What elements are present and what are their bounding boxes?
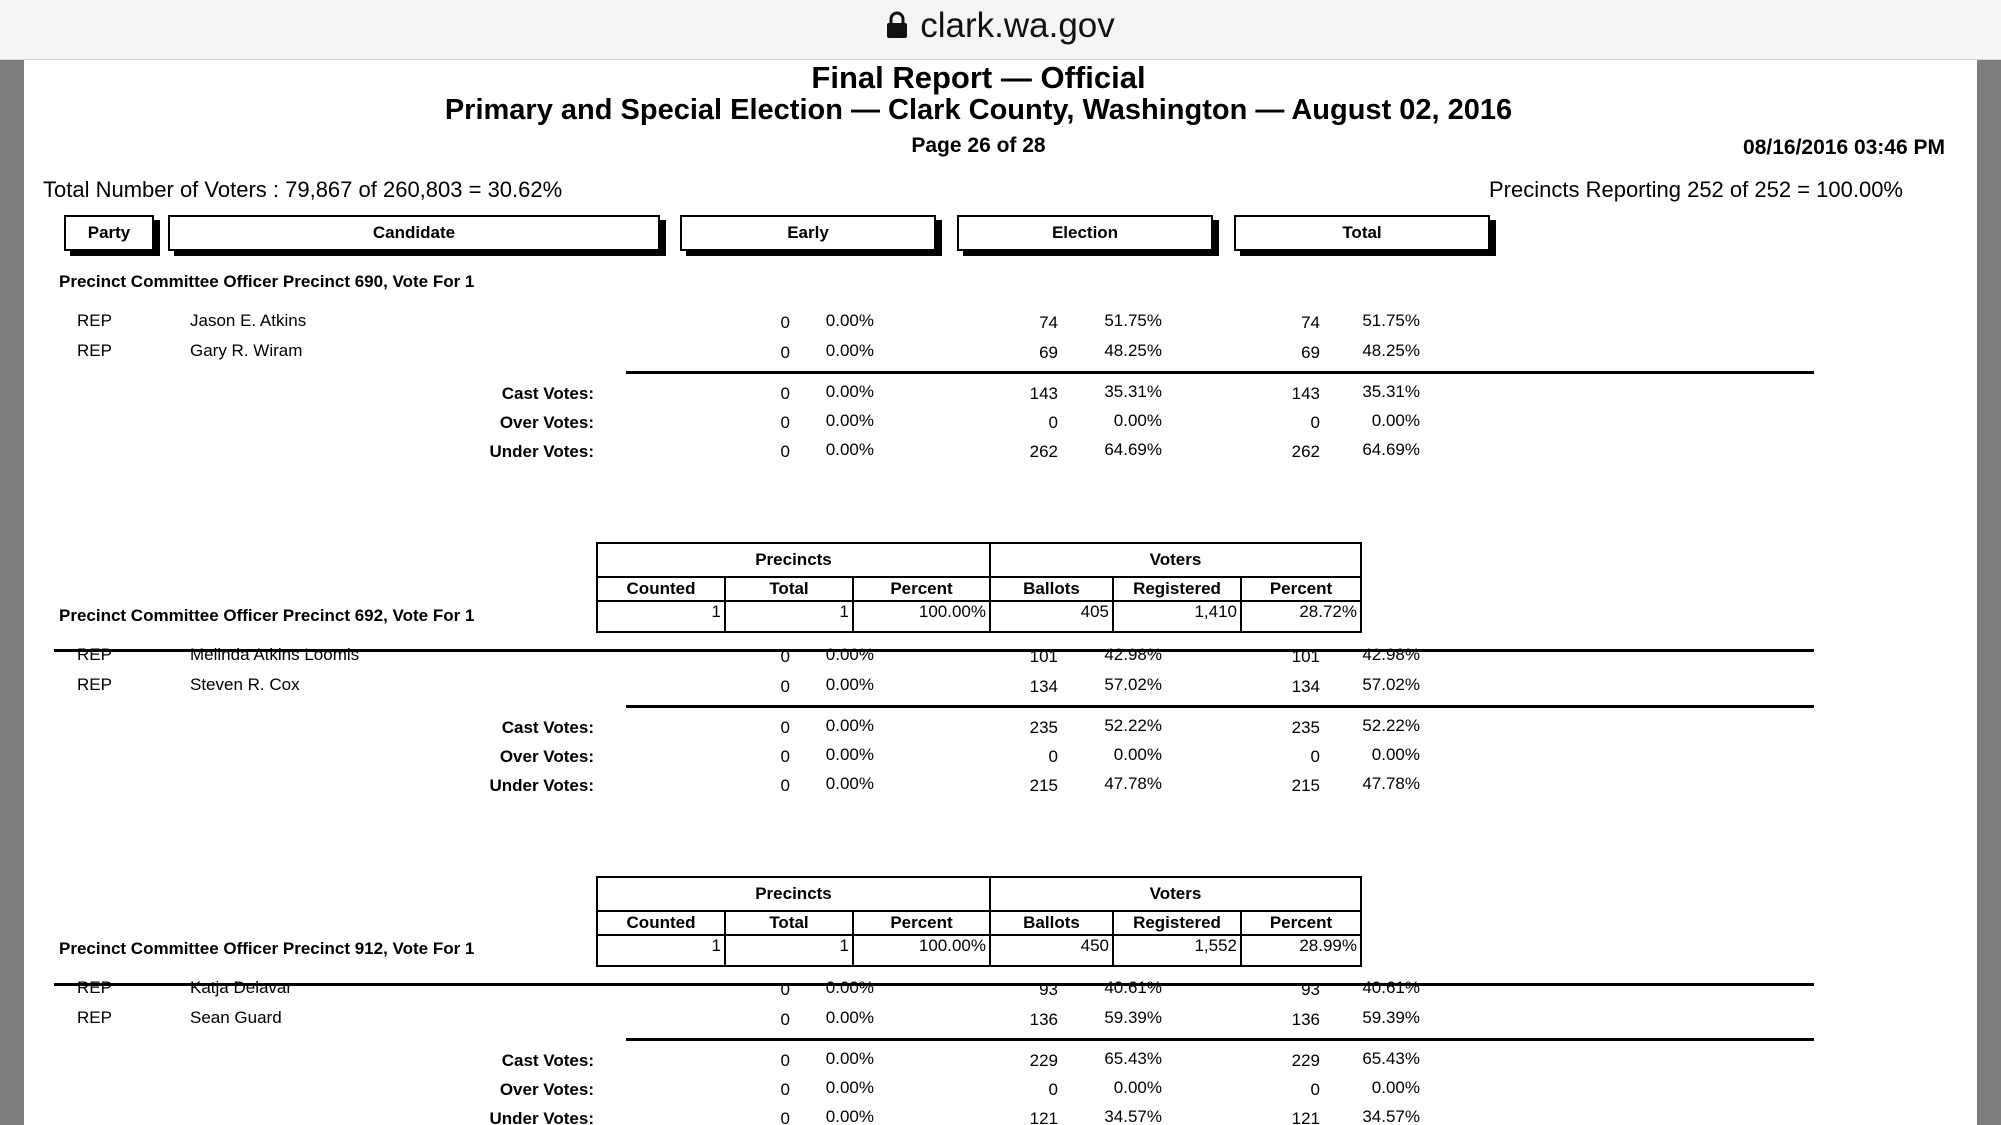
election-percent: 59.39% bbox=[1104, 1008, 1162, 1027]
election-votes: 229 bbox=[1029, 1051, 1058, 1070]
precincts-reporting: Precincts Reporting 252 of 252 = 100.00% bbox=[1489, 177, 1903, 202]
early-percent: 0.00% bbox=[825, 774, 874, 793]
candidate-name: Steven R. Cox bbox=[190, 675, 300, 694]
early-percent: 0.00% bbox=[825, 1107, 874, 1125]
total-votes: 134 bbox=[1291, 677, 1320, 696]
cast-votes-label: Cast Votes: bbox=[501, 384, 594, 403]
early-votes: 0 bbox=[780, 1010, 790, 1029]
election-votes: 121 bbox=[1029, 1109, 1058, 1125]
under-votes-label: Under Votes: bbox=[489, 1109, 594, 1125]
over-votes-label: Over Votes: bbox=[499, 1080, 594, 1099]
election-votes: 69 bbox=[1039, 343, 1058, 362]
voter-percent-heading: Percent bbox=[1241, 911, 1361, 935]
race-title: Precinct Committee Officer Precinct 912, Vote For 1 bbox=[59, 939, 475, 958]
total-votes: 136 bbox=[1291, 1010, 1320, 1029]
report-timestamp: 08/16/2016 03:46 PM bbox=[1743, 136, 1945, 159]
lock-icon bbox=[886, 11, 908, 39]
total-percent: 34.57% bbox=[1362, 1107, 1420, 1125]
election-percent: 47.78% bbox=[1104, 774, 1162, 793]
total-votes: 215 bbox=[1291, 776, 1320, 795]
header-total: Total bbox=[1234, 215, 1490, 251]
total-votes: 69 bbox=[1301, 343, 1320, 362]
subtotal-rule bbox=[626, 1038, 1814, 1041]
precincts-heading: Precincts bbox=[597, 877, 990, 911]
election-votes: 74 bbox=[1039, 313, 1058, 332]
header-early: Early bbox=[680, 215, 936, 251]
total-votes: 0 bbox=[1310, 747, 1320, 766]
total-votes: 143 bbox=[1291, 384, 1320, 403]
early-votes: 0 bbox=[780, 1109, 790, 1125]
early-percent: 0.00% bbox=[825, 311, 874, 330]
early-percent: 0.00% bbox=[825, 341, 874, 360]
total-votes: 262 bbox=[1291, 442, 1320, 461]
voter-turnout-percent: 28.72% bbox=[1241, 601, 1361, 632]
early-votes: 0 bbox=[780, 1051, 790, 1070]
registered-heading: Registered bbox=[1113, 577, 1241, 601]
counted-heading: Counted bbox=[597, 911, 725, 935]
candidate-name: Melinda Atkins Loomis bbox=[190, 645, 360, 664]
early-percent: 0.00% bbox=[825, 1049, 874, 1068]
early-votes: 0 bbox=[780, 677, 790, 696]
registered-voters: 1,410 bbox=[1113, 601, 1241, 632]
race-title: Precinct Committee Officer Precinct 692, Vote For 1 bbox=[59, 606, 475, 625]
total-votes: 101 bbox=[1291, 647, 1320, 666]
candidate-party: REP bbox=[77, 645, 112, 664]
cast-votes-label: Cast Votes: bbox=[501, 1051, 594, 1070]
header-candidate: Candidate bbox=[168, 215, 660, 251]
total-percent: 0.00% bbox=[1371, 411, 1420, 430]
percent-heading: Percent bbox=[853, 911, 990, 935]
election-votes: 0 bbox=[1048, 747, 1058, 766]
total-votes: 229 bbox=[1291, 1051, 1320, 1070]
total-votes: 93 bbox=[1301, 980, 1320, 999]
report-title: Final Report — Official bbox=[811, 60, 1146, 95]
ballots-cast: 405 bbox=[990, 601, 1113, 632]
page-number: Page 26 of 28 bbox=[911, 134, 1046, 157]
precincts-counted: 1 bbox=[597, 601, 725, 632]
early-percent: 0.00% bbox=[825, 978, 874, 997]
total-percent: 65.43% bbox=[1362, 1049, 1420, 1068]
early-percent: 0.00% bbox=[825, 1078, 874, 1097]
early-votes: 0 bbox=[780, 980, 790, 999]
total-percent: 48.25% bbox=[1362, 341, 1420, 360]
voter-percent-heading: Percent bbox=[1241, 577, 1361, 601]
cast-votes-label: Cast Votes: bbox=[501, 718, 594, 737]
election-percent: 52.22% bbox=[1104, 716, 1162, 735]
candidate-party: REP bbox=[77, 311, 112, 330]
total-votes: 74 bbox=[1301, 313, 1320, 332]
registered-heading: Registered bbox=[1113, 911, 1241, 935]
election-percent: 51.75% bbox=[1104, 311, 1162, 330]
precincts-total: 1 bbox=[725, 935, 853, 966]
election-votes: 235 bbox=[1029, 718, 1058, 737]
early-percent: 0.00% bbox=[825, 411, 874, 430]
registered-voters: 1,552 bbox=[1113, 935, 1241, 966]
election-percent: 42.98% bbox=[1104, 645, 1162, 664]
voter-turnout-percent: 28.99% bbox=[1241, 935, 1361, 966]
total-votes: 121 bbox=[1291, 1109, 1320, 1125]
precinct-stats-table bbox=[596, 876, 1362, 967]
election-percent: 0.00% bbox=[1113, 745, 1162, 764]
candidate-name: Katja Delavar bbox=[190, 978, 293, 997]
election-percent: 57.02% bbox=[1104, 675, 1162, 694]
percent-heading: Percent bbox=[853, 577, 990, 601]
precincts-percent: 100.00% bbox=[853, 601, 990, 632]
election-votes: 93 bbox=[1039, 980, 1058, 999]
early-percent: 0.00% bbox=[825, 440, 874, 459]
election-percent: 0.00% bbox=[1113, 1078, 1162, 1097]
total-percent: 35.31% bbox=[1362, 382, 1420, 401]
precincts-total: 1 bbox=[725, 601, 853, 632]
early-votes: 0 bbox=[780, 413, 790, 432]
counted-heading: Counted bbox=[597, 577, 725, 601]
under-votes-label: Under Votes: bbox=[489, 442, 594, 461]
ballots-heading: Ballots bbox=[990, 577, 1113, 601]
election-votes: 0 bbox=[1048, 413, 1058, 432]
header-election: Election bbox=[957, 215, 1213, 251]
candidate-party: REP bbox=[77, 341, 112, 360]
total-voters: Total Number of Voters : 79,867 of 260,803 = 30.62% bbox=[43, 177, 563, 202]
election-votes: 215 bbox=[1029, 776, 1058, 795]
early-votes: 0 bbox=[780, 776, 790, 795]
precincts-percent: 100.00% bbox=[853, 935, 990, 966]
candidate-party: REP bbox=[77, 1008, 112, 1027]
precincts-counted: 1 bbox=[597, 935, 725, 966]
url-text: clark.wa.gov bbox=[920, 6, 1115, 45]
over-votes-label: Over Votes: bbox=[499, 413, 594, 432]
election-percent: 48.25% bbox=[1104, 341, 1162, 360]
election-votes: 0 bbox=[1048, 1080, 1058, 1099]
total-percent: 0.00% bbox=[1371, 745, 1420, 764]
early-percent: 0.00% bbox=[825, 645, 874, 664]
early-percent: 0.00% bbox=[825, 745, 874, 764]
total-percent: 51.75% bbox=[1362, 311, 1420, 330]
election-votes: 134 bbox=[1029, 677, 1058, 696]
ballots-cast: 450 bbox=[990, 935, 1113, 966]
total-percent: 0.00% bbox=[1371, 1078, 1420, 1097]
early-votes: 0 bbox=[780, 384, 790, 403]
section-divider bbox=[54, 983, 1814, 986]
report-page bbox=[24, 60, 1977, 1125]
early-percent: 0.00% bbox=[825, 1008, 874, 1027]
election-percent: 64.69% bbox=[1104, 440, 1162, 459]
candidate-name: Sean Guard bbox=[190, 1008, 282, 1027]
report-subtitle: Primary and Special Election — Clark County, Washington — August 02, 2016 bbox=[444, 94, 1513, 126]
total-percent: 52.22% bbox=[1362, 716, 1420, 735]
candidate-name: Jason E. Atkins bbox=[190, 311, 307, 330]
early-votes: 0 bbox=[780, 747, 790, 766]
candidate-party: REP bbox=[77, 675, 112, 694]
precinct-stats-table bbox=[596, 542, 1362, 633]
candidate-name: Gary R. Wiram bbox=[190, 341, 303, 360]
total-percent: 57.02% bbox=[1362, 675, 1420, 694]
early-votes: 0 bbox=[780, 313, 790, 332]
election-votes: 262 bbox=[1029, 442, 1058, 461]
total-percent: 47.78% bbox=[1362, 774, 1420, 793]
early-votes: 0 bbox=[780, 343, 790, 362]
election-percent: 34.57% bbox=[1104, 1107, 1162, 1125]
election-percent: 0.00% bbox=[1113, 411, 1162, 430]
total-votes: 235 bbox=[1291, 718, 1320, 737]
election-votes: 136 bbox=[1029, 1010, 1058, 1029]
election-percent: 65.43% bbox=[1104, 1049, 1162, 1068]
early-percent: 0.00% bbox=[825, 716, 874, 735]
voters-heading: Voters bbox=[990, 877, 1361, 911]
election-percent: 35.31% bbox=[1104, 382, 1162, 401]
under-votes-label: Under Votes: bbox=[489, 776, 594, 795]
over-votes-label: Over Votes: bbox=[499, 747, 594, 766]
voters-heading: Voters bbox=[990, 543, 1361, 577]
election-votes: 101 bbox=[1029, 647, 1058, 666]
total-percent: 40.61% bbox=[1362, 978, 1420, 997]
early-votes: 0 bbox=[780, 442, 790, 461]
early-percent: 0.00% bbox=[825, 382, 874, 401]
total-votes: 0 bbox=[1310, 1080, 1320, 1099]
ballots-heading: Ballots bbox=[990, 911, 1113, 935]
total-percent: 59.39% bbox=[1362, 1008, 1420, 1027]
race-title: Precinct Committee Officer Precinct 690, Vote For 1 bbox=[59, 272, 475, 291]
total-votes: 0 bbox=[1310, 413, 1320, 432]
early-votes: 0 bbox=[780, 718, 790, 737]
early-votes: 0 bbox=[780, 1080, 790, 1099]
election-votes: 143 bbox=[1029, 384, 1058, 403]
header-party: Party bbox=[64, 215, 154, 251]
total-percent: 42.98% bbox=[1362, 645, 1420, 664]
early-percent: 0.00% bbox=[825, 675, 874, 694]
browser-address-bar[interactable] bbox=[0, 0, 2001, 60]
total-heading: Total bbox=[725, 911, 853, 935]
election-percent: 40.61% bbox=[1104, 978, 1162, 997]
total-heading: Total bbox=[725, 577, 853, 601]
total-percent: 64.69% bbox=[1362, 440, 1420, 459]
subtotal-rule bbox=[626, 371, 1814, 374]
candidate-party: REP bbox=[77, 978, 112, 997]
url-display[interactable] bbox=[0, 6, 2001, 46]
subtotal-rule bbox=[626, 705, 1814, 708]
precincts-heading: Precincts bbox=[597, 543, 990, 577]
early-votes: 0 bbox=[780, 647, 790, 666]
